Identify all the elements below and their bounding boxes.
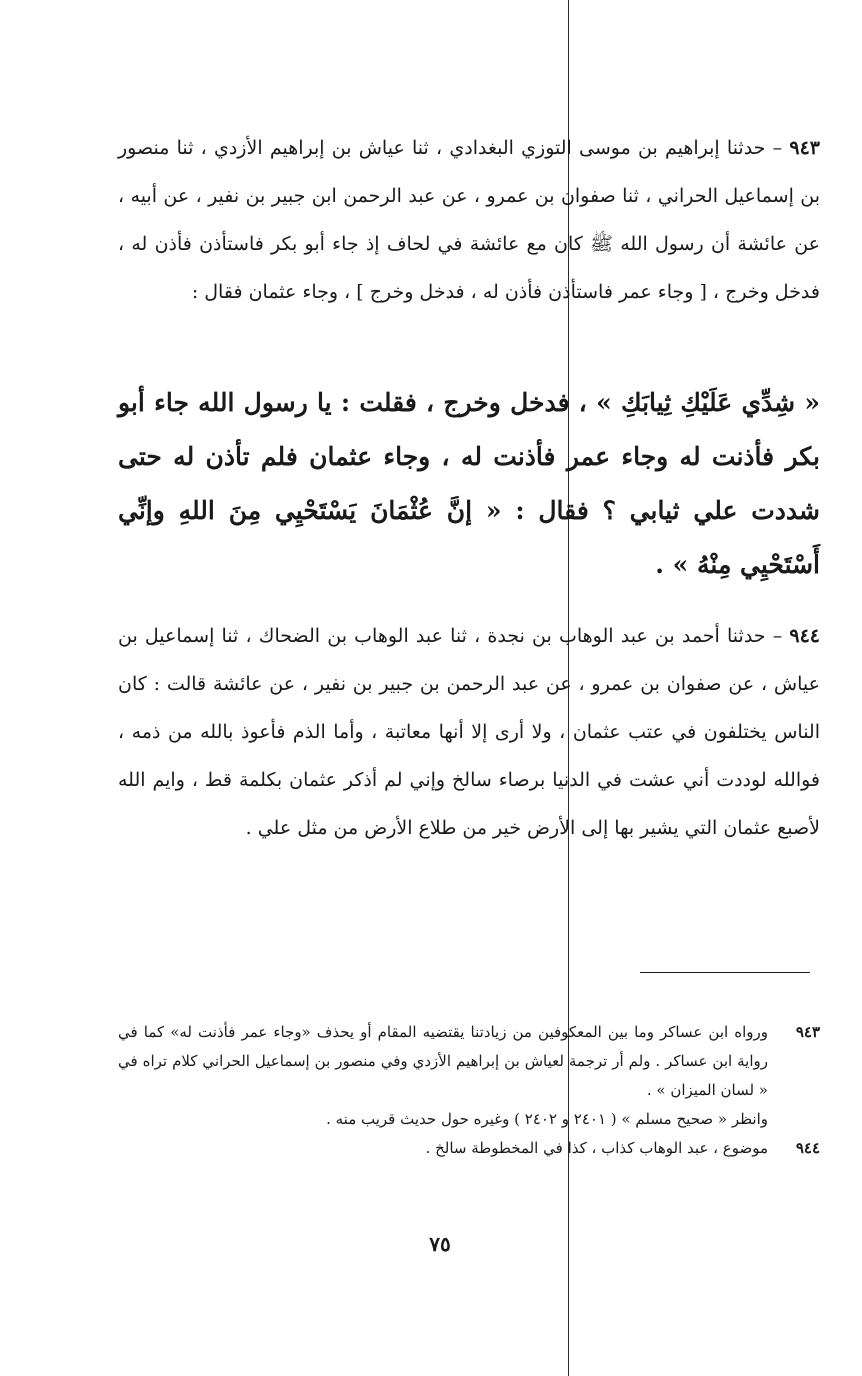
page-number: ٧٥	[429, 1232, 451, 1256]
footnote-944	[118, 1134, 820, 1163]
hadith-944-number: ٩٤٤	[789, 625, 820, 647]
hadith-943-number: ٩٤٣	[789, 137, 820, 159]
footnote-943-number: ٩٤٣	[795, 1023, 820, 1041]
hadith-943-matn-paragraph	[118, 376, 820, 592]
hadith-944-text: – حدثنا أحمد بن عبد الوهاب بن نجدة ، ثنا عبد الوهاب بن الضحاك ، ثنا إسماعيل بن عياش ، عن صفوان بن عمرو ، عن عبد الرحمن بن جبير بن نفير ، عن عائشة قالت : كان الناس يختلفون في عتب عثمان ، ولا أرى إلا أنها معاتبة ، وأما الذم فأعوذ بالله من ذمه ، فوالله لوددت أني عشت في الدنيا برصاء سالخ وإني لم أذكر عثمان بكلمة قط ، وايم الله لأصبع عثمان التي يشير بها إلى الأرض خير من طلاع الأرض من مثل علي .	[118, 625, 820, 839]
hadith-944-paragraph	[118, 612, 820, 852]
footnotes-section	[118, 1018, 820, 1163]
hadith-943-isnad-text: – حدثنا إبراهيم بن موسى التوزي البغدادي ، ثنا عياش بن إبراهيم الأزدي ، ثنا منصور بن إسماعيل الحراني ، ثنا صفوان بن عمرو ، عن عبد الرحمن ابن جبير بن نفير ، عن أبيه ، عن عائشة أن رسول الله ﷺ كان مع عائشة في لحاف إذ جاء أبو بكر فاستأذن فأذن له ، فدخل وخرج ، [ وجاء عمر فاستأذن فأذن له ، فدخل وخرج ] ، وجاء عثمان فقال :	[118, 137, 820, 303]
footnote-944-text: موضوع ، عبد الوهاب كذاب ، كذا في المخطوطة سالخ .	[425, 1139, 768, 1157]
footnote-943	[118, 1018, 820, 1105]
footnote-943-text: ورواه ابن عساكر وما بين المعكوفين من زيادتنا يقتضيه المقام أو يحذف «وجاء عمر فأذنت له» كما في رواية ابن عساكر . ولم أر ترجمة لعياش بن إبراهيم الأزدي وفي منصور بن إسماعيل الحراني كلام تراه في « لسان الميزان » .	[118, 1023, 768, 1099]
hadith-943-matn-text: « شِدِّي عَلَيْكِ ثِيابَكِ » ، فدخل وخرج ، فقلت : يا رسول الله جاء أبو بكر فأذنت له وجاء عمر فأذنت له ، وجاء عثمان فلم تأذن له حتى شددت علي ثيابي ؟ فقال : « إنَّ عُثْمَانَ يَسْتَحْيِي مِنَ اللهِ وإنِّي أَسْتَحْيِي مِنْهُ » .	[118, 388, 820, 579]
footnote-separator	[640, 972, 810, 973]
footnote-943-extra: وانظر « صحيح مسلم » ( ٢٤٠١ و ٢٤٠٢ ) وغيره حول حديث قريب منه .	[326, 1110, 768, 1128]
footnote-944-number: ٩٤٤	[795, 1139, 820, 1157]
hadith-943-isnad-paragraph	[118, 124, 820, 316]
